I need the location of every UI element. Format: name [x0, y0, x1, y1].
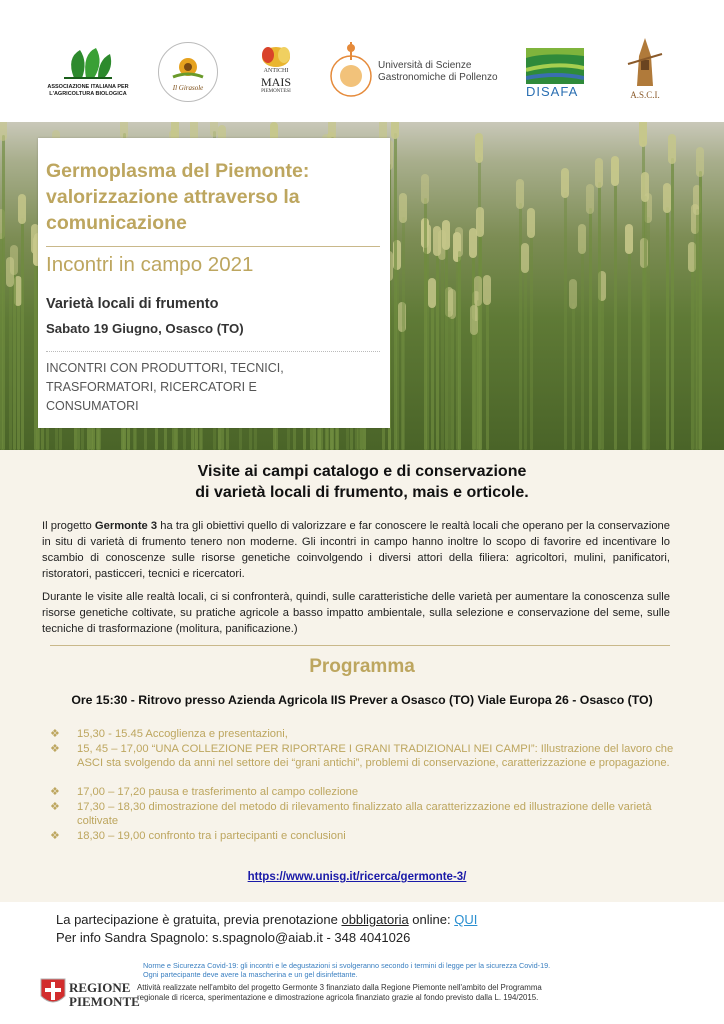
event-divider [46, 351, 380, 352]
program-item-5: 18,30 – 19,00 confronto tra i partecipanti e conclusioni [77, 830, 346, 842]
program-item-4: 17,30 – 18,30 dimostrazione del metodo di rilevamento finalizzato alla caratterizzazione ed illustrazione delle varietà coltivate [77, 801, 652, 827]
mais-logo [246, 43, 306, 101]
footer [0, 902, 724, 1024]
bullet-icon: ❖ [50, 786, 61, 798]
event-title: Varietà locali di frumento [46, 296, 219, 312]
covid-note-line2: Ogni partecipante deve avere la mascherina e un gel disinfettante. [143, 970, 358, 979]
contact-info: Per info Sandra Spagnolo: s.spagnolo@aiab.it - 348 4041026 [56, 930, 411, 945]
section-heading-line1: Visite ai campi catalogo e di conservazione [197, 463, 527, 480]
meeting-point: Ore 15:30 - Ritrovo presso Azienda Agricola IIS Prever a Osasco (TO) Viale Europa 26 - Osasco (TO) [71, 693, 653, 707]
programma-title: Programma [309, 656, 415, 677]
main-section [0, 450, 724, 902]
section-heading-line2: di varietà locali di frumento, mais e orticole. [195, 484, 529, 501]
visits-paragraph: Durante le visite alle realtà locali, ci si confronterà, quindi, sulle caratteristiche delle varietà per aumentare la conoscenza sulle risorse genetiche coltivate, su pratiche agricole a basso impatto ambientale, sulla selezione e conservazione del seme, sulle tecniche di trasformazione (molitura, panificazione.) [42, 591, 670, 635]
aiab-label: ASSOCIAZIONE ITALIANA PER L'AGRICOLTURA BIOLOGICA [47, 84, 129, 97]
unisg-line2: Gastronomiche di Pollenzo [378, 72, 498, 83]
logo-strip [0, 0, 724, 122]
intro-post: ha tra gli obiettivi quello di valorizzare e far conoscere le realtà locali che operano per la conservazione in situ di varietà di frumento tenero non moderne. Gli incontri in campo hanno inoltre lo scopo di favorire ed incentivare lo scambio di conoscenze sulle risorse genetiche coinvolgendo i diversi attori della filiera: agricoltori, mulini, panificatori, ristoratori, pasticceri, tecnici e ricercatori. [42, 520, 670, 580]
unisg-line1: Università di Scienze [378, 60, 472, 71]
girasole-label: Il Girasole [172, 84, 204, 92]
project-link[interactable]: https://www.unisg.it/ricerca/germonte-3/ [247, 871, 467, 883]
girasole-logo [158, 42, 218, 102]
participation-line [56, 912, 477, 927]
unisg-logo [328, 40, 503, 108]
mais-line1: ANTICHI [263, 68, 289, 74]
tagline: INCONTRI CON PRODUTTORI, TECNICI, TRASFORMATORI, RICERCATORI E CONSUMATORI [46, 361, 284, 413]
credits-line2: regionale di ricerca, sperimentazione e dimostrazione agricola finanziato grazie al fondo previsto dalla L. 194/2015. [137, 993, 539, 1002]
program-item-3: 17,00 – 17,20 pausa e trasferimento al campo collezione [77, 786, 359, 798]
intro-paragraph [42, 518, 670, 582]
bullet-icon: ❖ [50, 830, 61, 842]
program-item-1: 15,30 - 15.45 Accoglienza e presentazioni, [77, 728, 288, 740]
mais-line3: PIEMONTESI [261, 89, 291, 94]
regione-logo [40, 978, 140, 1010]
title-card [38, 138, 390, 428]
bullet-icon: ❖ [50, 801, 61, 813]
participation-pre: La partecipazione è gratuita, previa prenotazione [56, 912, 342, 927]
covid-note-line1: Norme e Sicurezza Covid-19: gli incontri e le degustazioni si svolgeranno secondo i termini di legge per la sicurezza Covid-19. [143, 961, 551, 970]
asci-label: A.S.C.I. [630, 90, 660, 100]
signup-link[interactable]: QUI [454, 912, 478, 927]
regione-line1: REGIONE [69, 980, 131, 995]
regione-line2: PIEMONTE [69, 994, 140, 1009]
disafa-logo [526, 48, 586, 104]
project-name: Germonte 3 [94, 520, 158, 532]
bullet-icon: ❖ [50, 743, 61, 755]
subtitle: Incontri in campo 2021 [46, 253, 254, 276]
program-item-2: 15, 45 – 17,00 “UNA COLLEZIONE PER RIPORTARE I GRANI TRADIZIONALI NEI CAMPI”: Illustrazione del lavoro che ASCI sta svolgendo da anni nel settore dei “grani antichi”, problemi di conservazione, caratterizzazione e propagazione. [77, 743, 674, 769]
asci-logo [610, 36, 680, 108]
title-divider [46, 246, 380, 247]
credits-line1: Attività realizzate nell'ambito del progetto Germonte 3 finanziato dalla Regione Piemonte nell'ambito del Programma [137, 983, 542, 992]
aiab-logo [36, 44, 140, 104]
disafa-label: DISAFA [526, 84, 579, 99]
bullet-icon: ❖ [50, 728, 61, 740]
page-title: Germoplasma del Piemonte: valorizzazione attraverso la comunicazione [46, 160, 310, 234]
mandatory-text: obbligatoria [341, 912, 409, 927]
intro-pre: Il progetto [42, 520, 95, 532]
participation-mid: online: [408, 912, 455, 927]
programma-divider [50, 645, 670, 646]
event-date: Sabato 19 Giugno, Osasco (TO) [46, 321, 244, 336]
mais-line2: MAIS [260, 75, 291, 89]
